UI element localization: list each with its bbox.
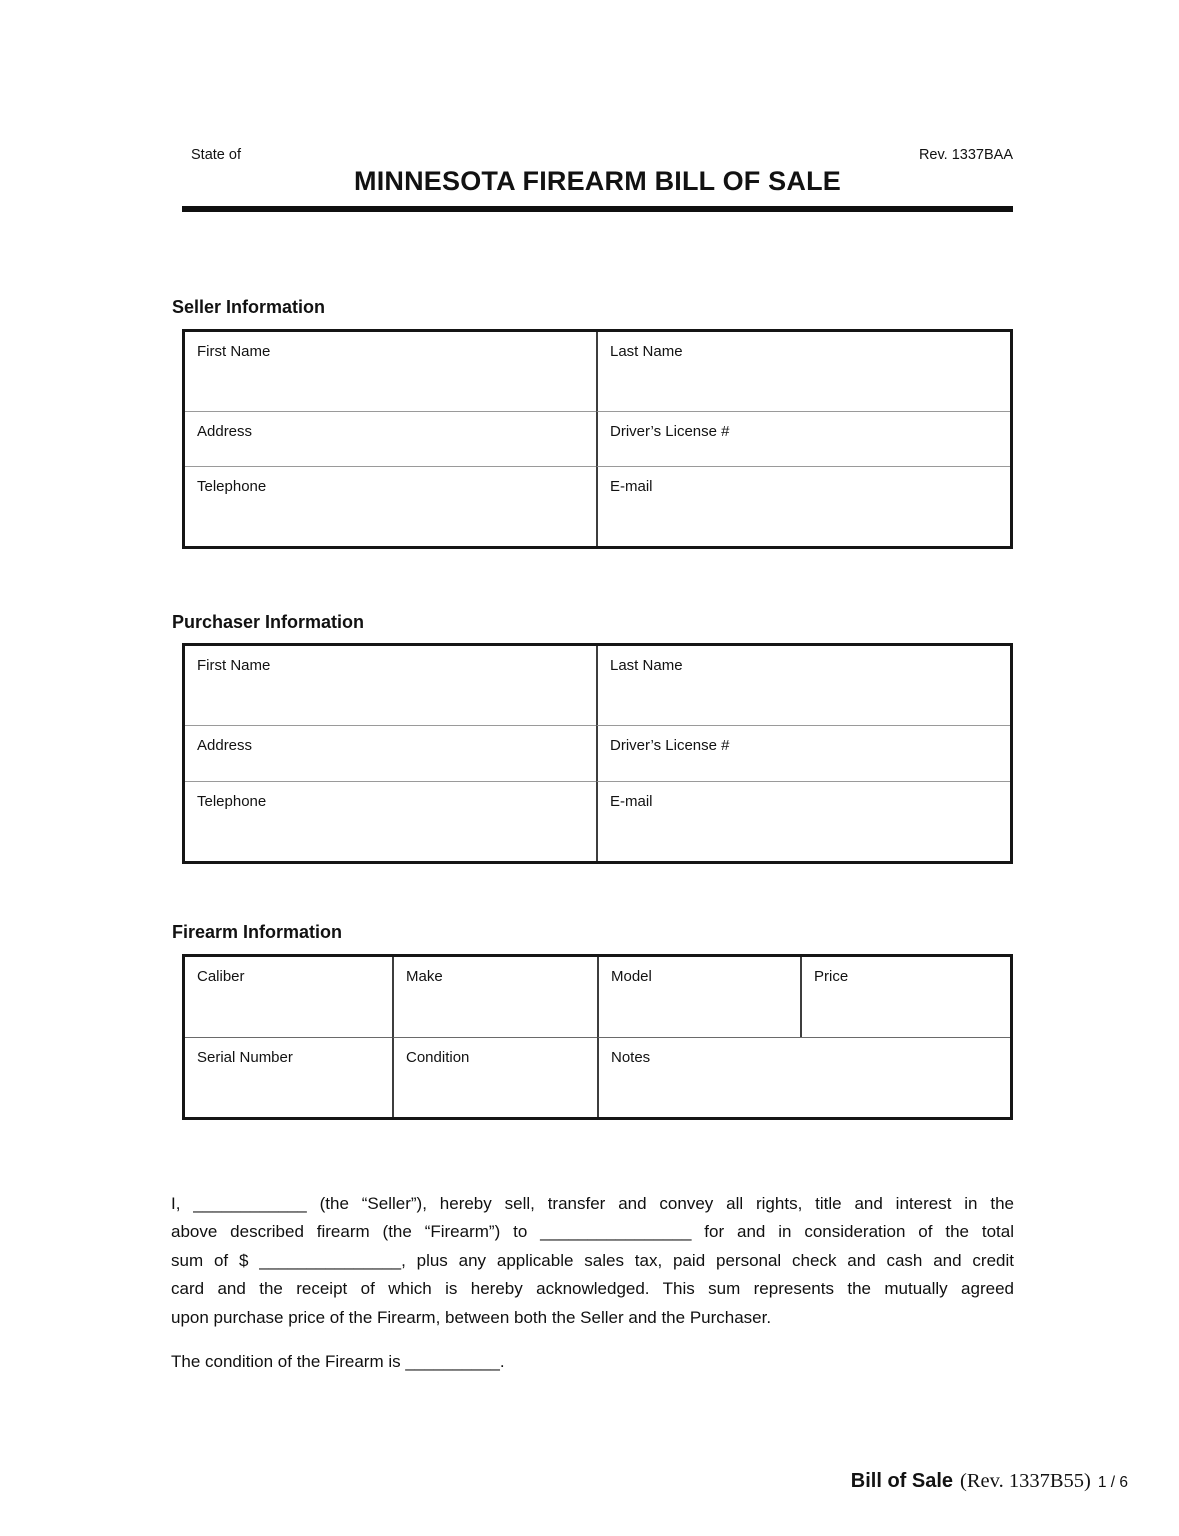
page-footer <box>851 1470 1128 1493</box>
purchaser-telephone-label: Telephone <box>197 793 267 810</box>
firearm-serial-number-label: Serial Number <box>197 1049 293 1066</box>
agreement-line: sum of $ _______________, plus any applicable sales tax, paid personal check and cash and credit <box>171 1250 1014 1270</box>
purchaser-email-field[interactable] <box>596 781 1010 861</box>
seller-section-heading: Seller Information <box>172 297 326 317</box>
firearm-make-label: Make <box>406 968 443 985</box>
purchaser-email-label: E-mail <box>610 793 653 810</box>
firearm-caliber-field[interactable] <box>185 957 392 1037</box>
purchaser-section-heading: Purchaser Information <box>172 612 365 632</box>
firearm-price-field[interactable] <box>800 957 1010 1037</box>
condition-statement: The condition of the Firearm is __________. <box>171 1352 505 1371</box>
purchaser-telephone-field[interactable] <box>185 781 596 861</box>
page-indicator: 1 / 6 <box>1097 1474 1128 1491</box>
footer-revision: (Rev. 1337B55) <box>960 1470 1091 1492</box>
seller-telephone-label: Telephone <box>197 478 267 495</box>
title-rule <box>182 206 1013 212</box>
firearm-condition-field[interactable] <box>392 1037 597 1117</box>
firearm-info-table <box>182 954 1013 1120</box>
agreement-line: above described firearm (the “Firearm”) to ________________ for and in consideration of the total <box>171 1222 1014 1242</box>
firearm-model-label: Model <box>611 968 652 985</box>
firearm-section-heading: Firearm Information <box>172 922 343 942</box>
firearm-model-field[interactable] <box>597 957 800 1037</box>
firearm-serial-number-field[interactable] <box>185 1037 392 1117</box>
firearm-make-field[interactable] <box>392 957 597 1037</box>
purchaser-drivers-license-label: Driver’s License # <box>610 737 730 754</box>
seller-first-name-field[interactable] <box>185 332 596 411</box>
firearm-price-label: Price <box>814 968 849 985</box>
agreement-line: card and the receipt of which is hereby acknowledged. This sum represents the mutually agreed <box>171 1279 1014 1299</box>
firearm-caliber-label: Caliber <box>197 968 245 985</box>
state-of-label: State of <box>191 147 241 163</box>
agreement-line: upon purchase price of the Firearm, between both the Seller and the Purchaser. <box>171 1307 772 1327</box>
seller-telephone-field[interactable] <box>185 466 596 546</box>
agreement-line: I, ____________ (the “Seller”), hereby sell, transfer and convey all rights, title and interest in the <box>171 1194 1014 1213</box>
seller-info-table <box>182 329 1013 549</box>
firearm-condition-label: Condition <box>406 1049 470 1066</box>
seller-first-name-label: First Name <box>197 343 271 360</box>
seller-email-field[interactable] <box>596 466 1010 546</box>
seller-last-name-label: Last Name <box>610 343 683 360</box>
header-revision-label: Rev. 1337BAA <box>918 147 1013 163</box>
seller-address-label: Address <box>197 423 253 440</box>
seller-last-name-field[interactable] <box>596 332 1010 411</box>
purchaser-first-name-field[interactable] <box>185 646 596 725</box>
firearm-notes-label: Notes <box>611 1049 651 1066</box>
purchaser-last-name-label: Last Name <box>610 657 683 674</box>
seller-email-label: E-mail <box>610 478 653 495</box>
footer-doc-name: Bill of Sale <box>850 1470 954 1492</box>
seller-drivers-license-label: Driver’s License # <box>610 423 730 440</box>
purchaser-last-name-field[interactable] <box>596 646 1010 725</box>
purchaser-info-table <box>182 643 1013 864</box>
agreement-paragraph <box>171 1190 1014 1332</box>
purchaser-address-label: Address <box>197 737 253 754</box>
purchaser-first-name-label: First Name <box>197 657 271 674</box>
seller-drivers-license-field[interactable] <box>596 411 1010 466</box>
firearm-notes-field[interactable] <box>597 1037 1010 1117</box>
seller-address-field[interactable] <box>185 411 596 466</box>
document-title: MINNESOTA FIREARM BILL OF SALE <box>354 166 841 196</box>
purchaser-address-field[interactable] <box>185 725 596 781</box>
purchaser-drivers-license-field[interactable] <box>596 725 1010 781</box>
